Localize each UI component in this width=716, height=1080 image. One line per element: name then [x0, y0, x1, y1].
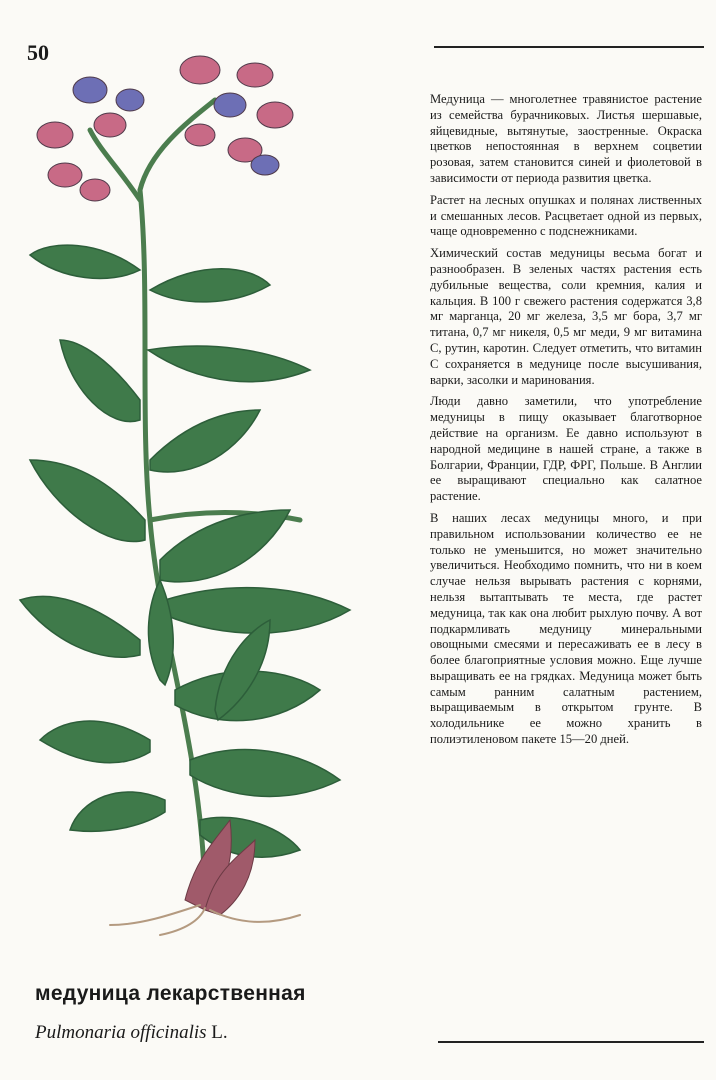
article-text [430, 92, 702, 754]
paragraph-description: Медуница — многолетнее травянистое растение из семейства бурачниковых. Листья шершавые, яйцевидные, вытянутые, заостренные. Окраска цветков непостоянная в верхнем соцветии розовая, затем становится синей и фиолетовой в зависимости от периода развития цветка. [430, 92, 702, 185]
paragraph-habitat: Растет на лесных опушках и полянах лиственных и смешанных лесов. Расцветает одной из первых, чаще одновременно с подснежниками. [430, 192, 702, 239]
plant-common-name: медуница лекарственная [35, 982, 306, 1005]
paragraph-usage: Люди давно заметили, что употребление медуницы в пищу оказывает благотворное действие на организм. Ее давно используют в народной медицине в нашей стране, а также в Болгарии, Франции, ГДР, ФРГ, Польше. В Англии ее выращивают специально как салатное растение. [430, 394, 702, 504]
latin-author: L. [211, 1022, 228, 1043]
bottom-rule [438, 1041, 704, 1043]
paragraph-cultivation: В наших лесах медуницы много, и при правильном использовании количество ее не только не уменьшится, но может значительно увеличиться. Необходимо помнить, что ни в коем случае нельзя вырывать растения с корнями, нельзя вытаптывать те места, где растет медуница, так как она любит рыхлую почву. А вот подкармливать медуницу минеральными овощными смесями и пересаживать ее в лесу в более благоприятные условия можно. Еще лучше выращивать ее на грядках. Медуница может быть самым ранним салатным растением, выращиваемым в открытом грунте. В холодильнике ее можно хранить в полиэтиленовом пакете 15—20 дней. [430, 510, 702, 747]
latin-genus-species: Pulmonaria officinalis [35, 1022, 207, 1043]
paragraph-composition: Химический состав медуницы весьма богат и разнообразен. В зеленых частях растения есть дубильные вещества, соли кремния, калия и кальция. В 100 г свежего растения содержатся 3,8 мг марганца, 20 мг железа, 3,5 мг бора, 3,7 мг титана, 0,7 мг никеля, 0,5 мг меди, 9 мг витамина С, рутин, каротин. Следует отметить, что витамин С сохраняется в медунице после высушивания, варки, засолки и маринования. [430, 246, 702, 387]
plant-latin-name [35, 1022, 228, 1044]
page-number: 50 [27, 40, 49, 65]
top-rule [434, 46, 704, 48]
plant-illustration [0, 40, 420, 940]
